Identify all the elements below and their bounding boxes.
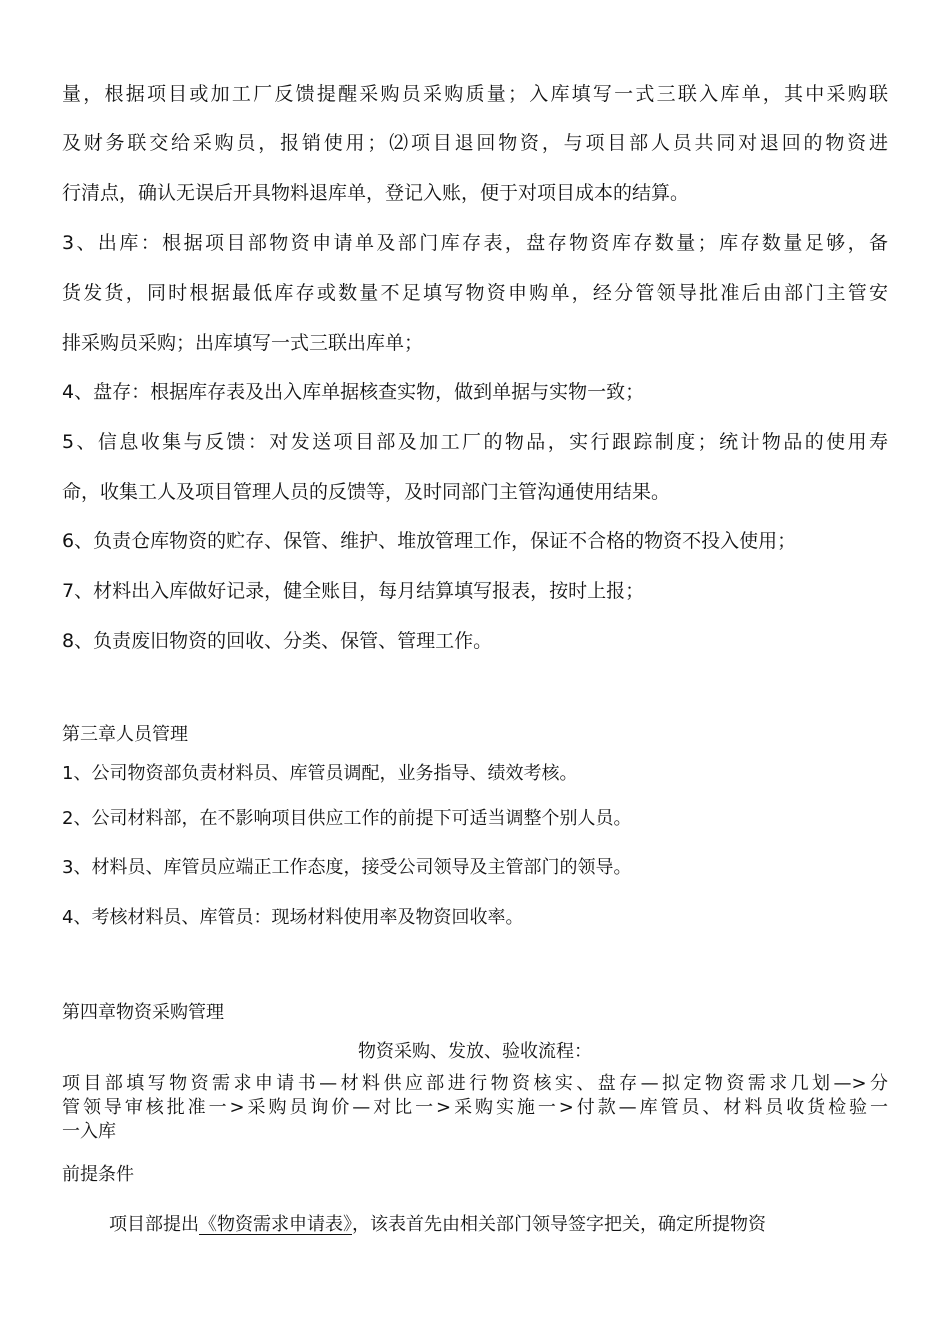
item3-line1: 3、出库：根据项目部物资申请单及部门库存表，盘存物资库存数量；库存数量足够，备 (62, 232, 888, 254)
precondition-pre: 项目部提出 (109, 1214, 199, 1235)
item7: 7、材料出入库做好记录，健全账目，每月结算填写报表，按时上报； (62, 580, 645, 602)
chapter3-title: 第三章人员管理 (62, 724, 188, 745)
chapter3-item-1: 1、公司物资部负责材料员、库管员调配，业务指导、绩效考核。 (62, 763, 578, 784)
flow-line1: 项目部填写物资需求申请书—材料供应部进行物资核实、盘存—拟定物资需求几划—>分 (62, 1073, 888, 1094)
chapter3-item-2: 2、公司材料部，在不影响项目供应工作的前提下可适当调整个别人员。 (62, 808, 632, 829)
item5-line2: 命，收集工人及项目管理人员的反馈等，及时同部门主管沟通使用结果。 (62, 481, 671, 503)
precondition-title: 前提条件 (62, 1164, 134, 1185)
chapter4-title: 第四章物资采购管理 (62, 1002, 224, 1023)
precondition-text (109, 1213, 766, 1237)
chapter3-item-4: 4、考核材料员、库管员：现场材料使用率及物资回收率。 (62, 907, 524, 928)
item3-line2: 货发货，同时根据最低库存或数量不足填写物资申购单，经分管领导批准后由部门主管安 (62, 282, 888, 304)
para1-line1: 量，根据项目或加工厂反馈提醒采购员采购质量；入库填写一式三联入库单，其中采购联 (62, 83, 888, 105)
flow-title: 物资采购、发放、验收流程： (358, 1041, 592, 1062)
item3-line3: 排采购员采购；出库填写一式三联出库单； (62, 332, 424, 354)
item5-line1: 5、信息收集与反馈：对发送项目部及加工厂的物品，实行跟踪制度；统计物品的使用寿 (62, 431, 888, 453)
chapter3-item-3: 3、材料员、库管员应端正工作态度，接受公司领导及主管部门的领导。 (62, 857, 632, 878)
item6: 6、负责仓库物资的贮存、保管、维护、堆放管理工作，保证不合格的物资不投入使用； (62, 530, 797, 552)
flow-line2: 管领导审核批准一>采购员询价—对比一>采购实施一>付款—库管员、材料员收货检验一 (62, 1097, 888, 1118)
para1-line2: 及财务联交给采购员，报销使用；⑵项目退回物资，与项目部人员共同对退回的物资进 (62, 132, 888, 154)
para1-line3: 行清点，确认无误后开具物料退库单，登记入账，便于对项目成本的结算。 (62, 182, 690, 204)
flow-line3: 一入库 (62, 1121, 116, 1142)
item8: 8、负责废旧物资的回收、分类、保管、管理工作。 (62, 630, 493, 652)
precondition-post: ，该表首先由相关部门领导签字把关，确定所提物资 (352, 1214, 766, 1235)
item4: 4、盘存：根据库存表及出入库单据核查实物，做到单据与实物一致； (62, 381, 645, 403)
form-name-link: 《物资需求申请表》 (199, 1214, 352, 1235)
